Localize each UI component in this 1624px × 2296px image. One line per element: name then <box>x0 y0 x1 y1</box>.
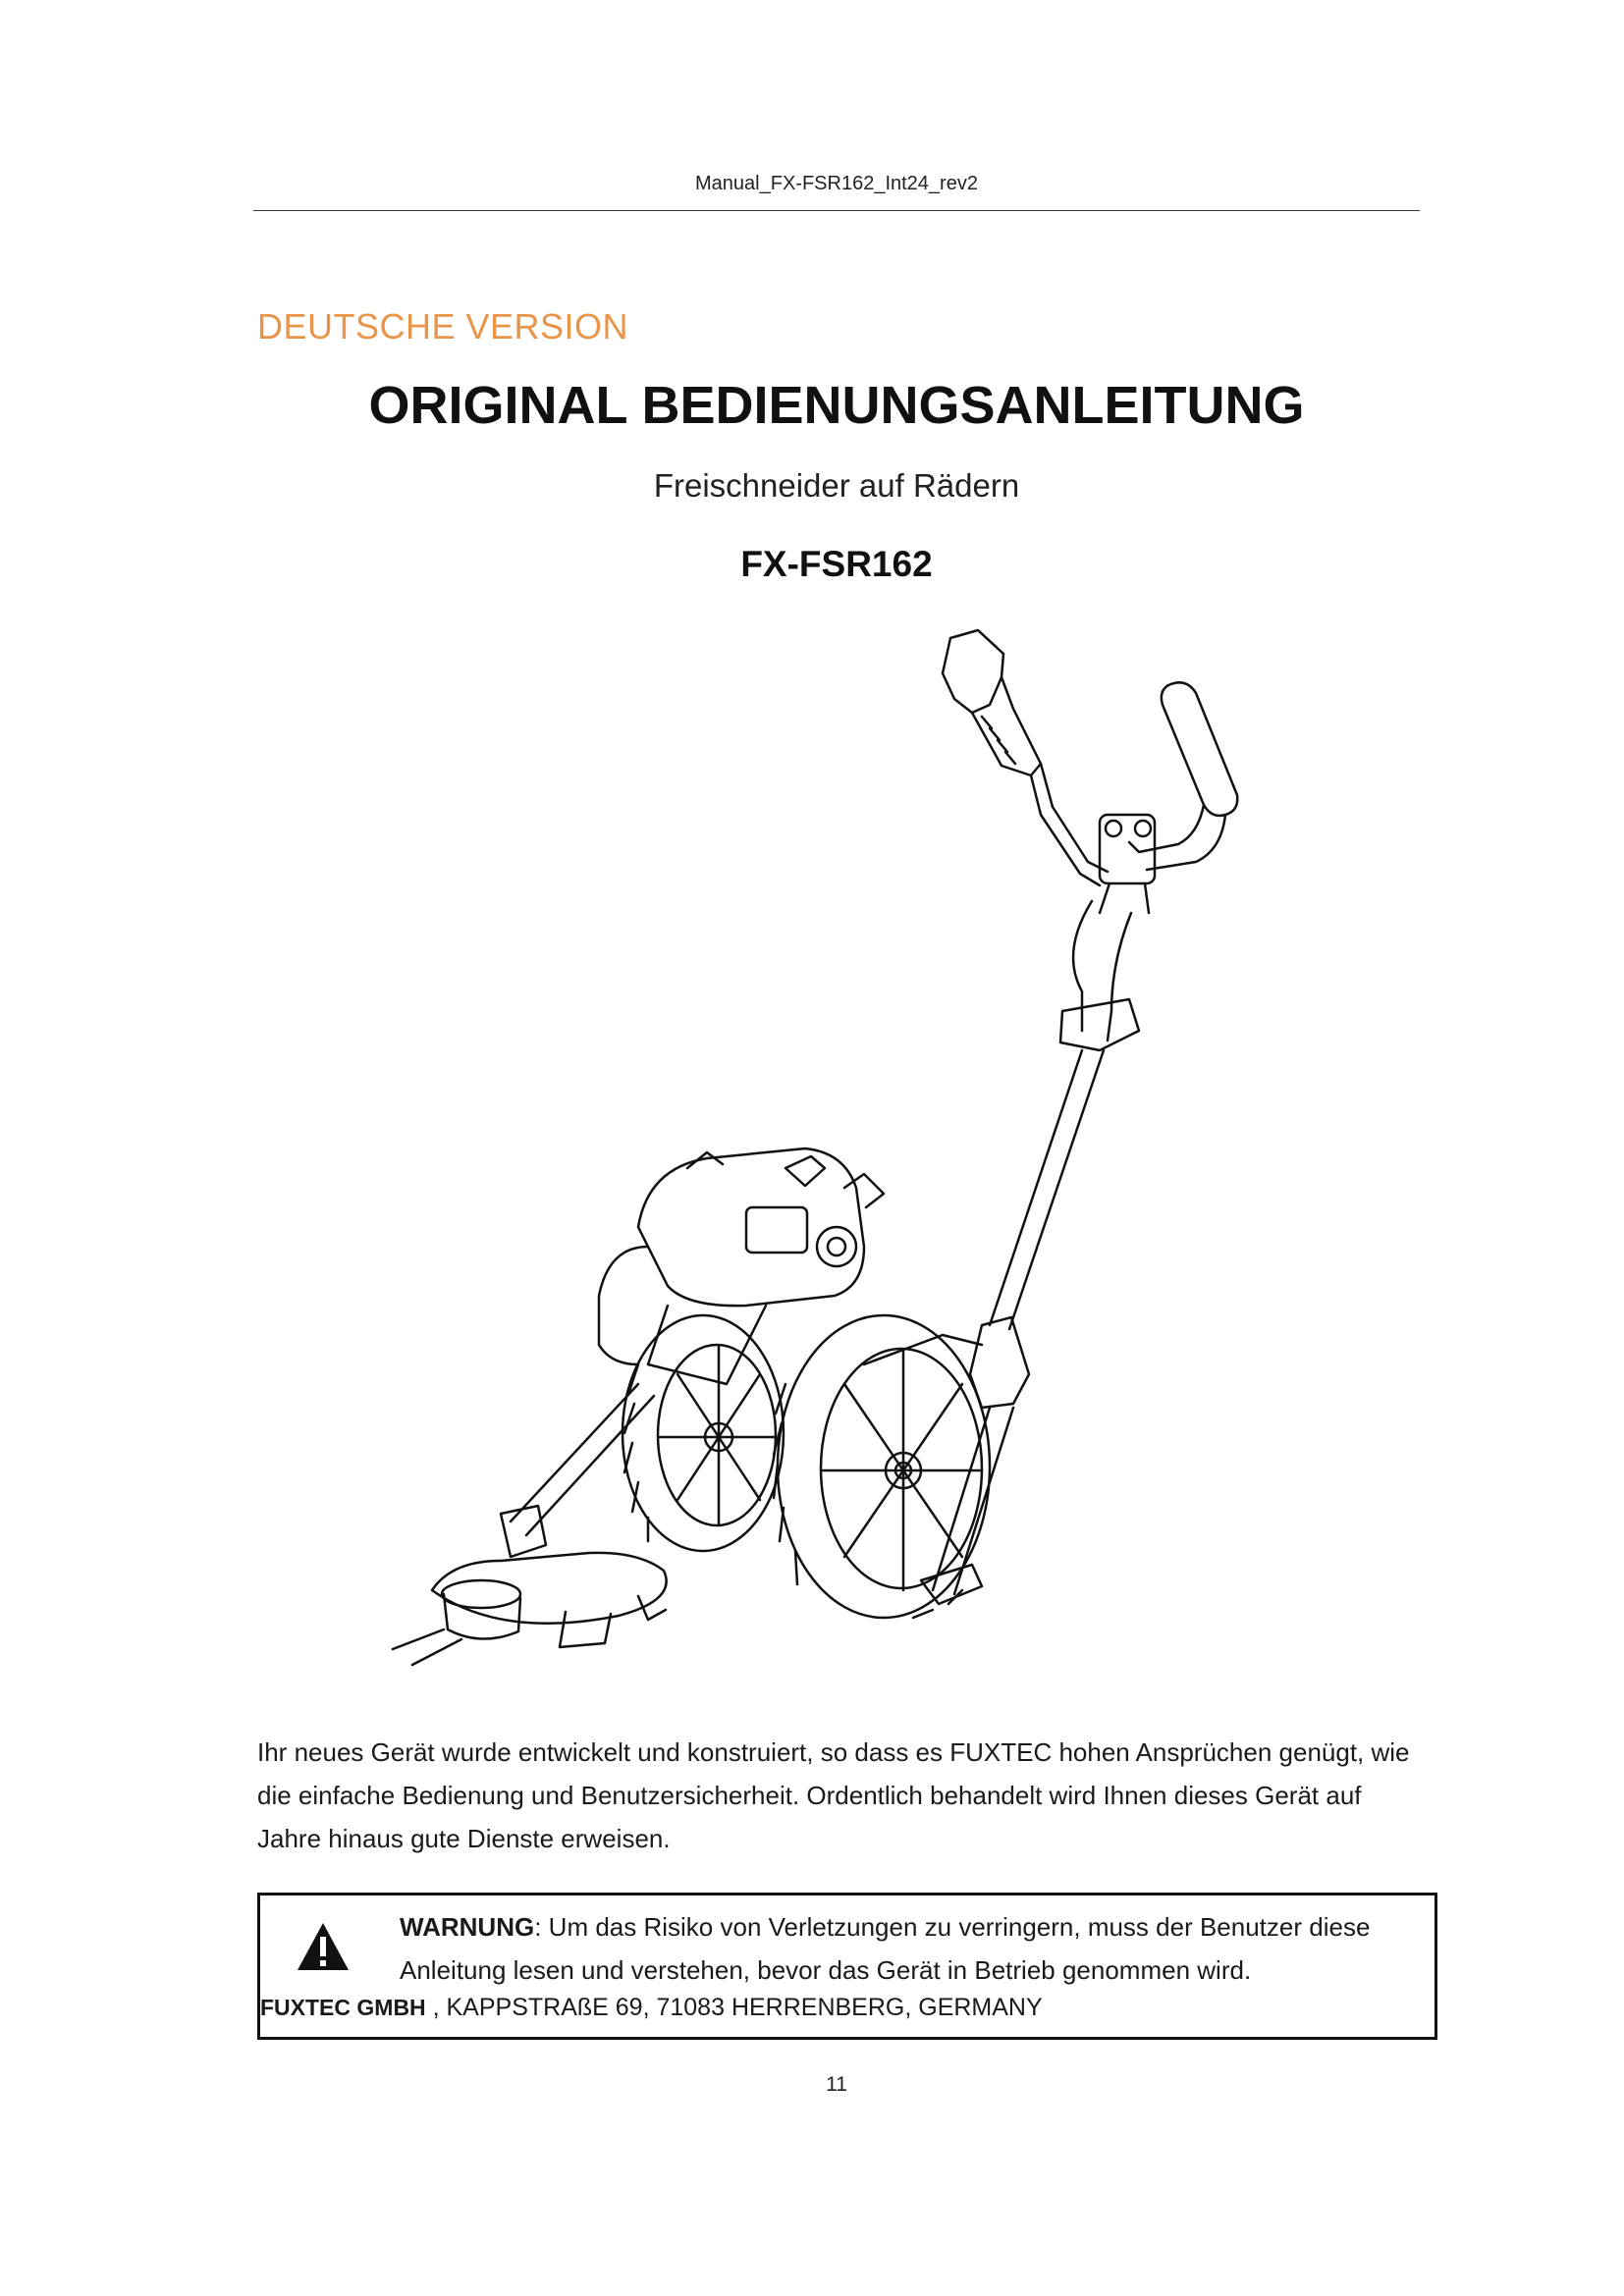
main-shaft-drawing <box>921 901 1139 1604</box>
company-address-line <box>260 1994 1043 2022</box>
side-grip-drawing <box>1129 682 1237 870</box>
running-header: Manual_FX-FSR162_Int24_rev2 <box>695 173 978 194</box>
language-label: DEUTSCHE VERSION <box>257 306 629 347</box>
handle-clamp-drawing <box>1100 815 1155 913</box>
header-rule <box>253 210 1420 211</box>
warning-body: : Um das Risiko von Verletzungen zu verringern, muss der Benutzer diese Anleitung lesen und verstehen, bevor das Gerät in Betrieb genommen wird. <box>400 1912 1371 1985</box>
wheeled-trimmer-illustration <box>353 618 1286 1718</box>
warning-triangle-icon <box>296 1921 351 1972</box>
engine-drawing <box>599 1148 884 1384</box>
warning-text <box>400 1905 1411 1992</box>
company-address: , KAPPSTRAßE 69, 71083 HERRENBERG, GERMANY <box>425 1994 1043 2021</box>
product-subtitle: Freischneider auf Rädern <box>653 467 1020 504</box>
rear-wheel-drawing <box>623 1315 784 1551</box>
warning-box <box>257 1893 1437 2040</box>
company-name: FUXTEC GMBH <box>260 1995 426 2020</box>
front-wheel-drawing <box>774 1315 990 1618</box>
throttle-grip-drawing <box>943 630 1108 885</box>
cutting-head-drawing <box>393 1384 667 1665</box>
intro-paragraph: Ihr neues Gerät wurde entwickelt und konstruiert, so dass es FUXTEC hohen Ansprüchen genügt, wie die einfache Bedienung und Benutzersicherheit. Ordentlich behandelt wird Ihnen dieses Gerät auf Jahre hinaus gute Dienste erweisen. <box>257 1737 1410 1853</box>
page-title: ORIGINAL BEDIENUNGSANLEITUNG <box>368 376 1305 435</box>
page-number: 11 <box>826 2073 847 2096</box>
warning-label: WARNUNG <box>400 1912 535 1942</box>
model-number: FX-FSR162 <box>740 544 933 584</box>
